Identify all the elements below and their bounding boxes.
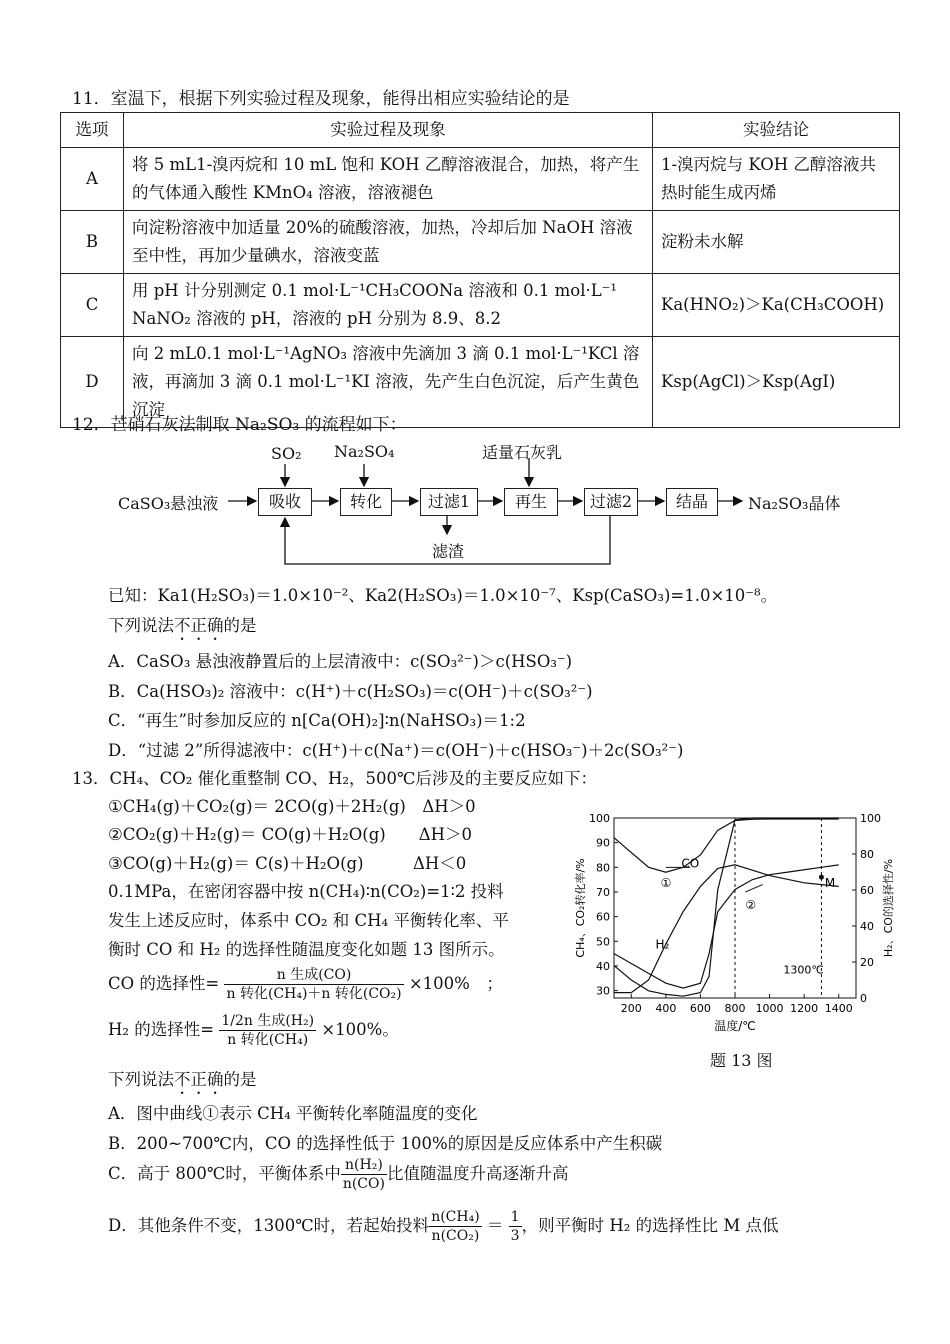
q12-option-a: A．CaSO₃ 悬浊液静置后的上层清液中：c(SO₃²⁻)＞c(HSO₃⁻): [108, 652, 573, 671]
y-left-tick-label: 80: [596, 861, 610, 875]
q12-ask: 下列说法不正确的是: [108, 616, 257, 635]
option-label: B: [61, 211, 124, 274]
arrow-curve2: [745, 885, 762, 892]
y-right-axis-label: H₂、CO的选择性/%: [882, 858, 895, 958]
q12-option-d: D．“过滤 2”所得滤液中：c(H⁺)＋c(Na⁺)＝c(OH⁻)＋c(HSO₃⁻)＋2c(SO₃²⁻): [108, 741, 684, 760]
q12-stem: 12．芒硝石灰法制取 Na₂SO₃ 的流程如下：: [72, 415, 407, 435]
flow-step-convert: 转化: [340, 488, 392, 516]
y-left-tick-label: 70: [596, 885, 610, 899]
label-curve2: ②: [745, 898, 757, 913]
y-left-tick-label: 40: [596, 959, 610, 973]
label-h2: H₂: [655, 937, 670, 952]
q13-ask: 下列说法不正确的是: [108, 1070, 257, 1089]
q12-option-c: C．“再生”时参加反应的 n[Ca(OH)₂]∶n(NaHSO₃)＝1:2: [108, 711, 526, 730]
q12-known: 已知：Ka1(H₂SO₃)＝1.0×10⁻²、Ka2(H₂SO₃)＝1.0×10⁻⁷、Ksp(CaSO₃)=1.0×10⁻⁸。: [108, 586, 778, 605]
x-tick-label: 1200: [790, 1002, 819, 1015]
y-right-tick-label: 100: [860, 812, 881, 825]
point-m: [819, 875, 824, 880]
y-left-tick-label: 60: [596, 910, 610, 924]
x-tick-label: 600: [689, 1002, 711, 1015]
label-m: M: [824, 876, 836, 891]
q13-condition-2: 发生上述反应时，体系中 CO₂ 和 CH₄ 平衡转化率、平: [108, 911, 509, 930]
conclusion-cell: 淀粉未水解: [653, 211, 900, 274]
flow-step-filter1: 过滤1: [420, 488, 478, 516]
x-tick-label: 200: [620, 1002, 642, 1015]
flow-start: CaSO₃悬浊液: [118, 494, 219, 513]
flow-step-filter2: 过滤2: [584, 488, 638, 516]
header-process: 实验过程及现象: [124, 113, 653, 148]
table-row: [61, 211, 900, 274]
x-tick-label: 1000: [755, 1002, 784, 1015]
x-axis-label: 温度/℃: [714, 1019, 756, 1033]
y-left-tick-label: 100: [589, 812, 610, 825]
y-left-tick-label: 50: [596, 935, 610, 949]
q13-option-d: D．其他条件不变，1300℃时，若起始投料 $\frac{\text{n(CH₄)}}{\text{n(CO₂)}}$ ＝ $\frac{1}{3}$ ，则平衡时 H₂ 的选择性比 M 点低: [108, 1209, 779, 1244]
label-curve1: ①: [660, 876, 672, 891]
figure-caption: 题 13 图: [710, 1051, 773, 1070]
label-co: CO: [681, 856, 700, 871]
label-1300: 1300℃: [783, 963, 824, 977]
process-cell: 将 5 mL1-溴丙烷和 10 mL 饱和 KOH 乙醇溶液混合，加热，将产生的气体通入酸性 KMnO₄ 溶液，溶液褪色: [124, 148, 653, 211]
x-tick-label: 1400: [824, 1002, 853, 1015]
option-label: C: [61, 274, 124, 337]
table-row: [61, 148, 900, 211]
flow-step-absorb: 吸收: [258, 488, 312, 516]
process-cell: 向 2 mL0.1 mol·L⁻¹AgNO₃ 溶液中先滴加 3 滴 0.1 mol·L⁻¹KCl 溶液，再滴加 3 滴 0.1 mol·L⁻¹KI 溶液，先产生白色沉淀，后产生黄色沉淀: [124, 337, 653, 428]
q11-stem: 11．室温下，根据下列实验过程及现象，能得出相应实验结论的是: [72, 89, 570, 109]
header-conclusion: 实验结论: [653, 113, 900, 148]
flow-end: Na₂SO₃晶体: [748, 494, 841, 513]
table-header-row: [61, 113, 900, 148]
q13-option-c: C．高于 800℃时，平衡体系中 $\frac{\text{n(H₂)}}{n(CO)}$ 比值随温度升高逐渐升高: [108, 1157, 569, 1192]
series-line-curve1: [614, 819, 839, 872]
process-cell: 向淀粉溶液中加适量 20%的硫酸溶液，加热，冷却后加 NaOH 溶液至中性，再加少量碘水，溶液变蓝: [124, 211, 653, 274]
q13-option-b: B．200~700℃内，CO 的选择性低于 100%的原因是反应体系中产生积碳: [108, 1134, 663, 1153]
flow-input-lime: 适量石灰乳: [482, 443, 563, 462]
q13-condition-1: 0.1MPa，在密闭容器中按 n(CH₄)∶n(CO₂)=1∶2 投料: [108, 882, 504, 901]
x-tick-label: 800: [724, 1002, 746, 1015]
flow-step-regenerate: 再生: [504, 488, 558, 516]
x-tick-label: 400: [655, 1002, 677, 1015]
flow-residue: 滤渣: [432, 542, 465, 561]
co-selectivity-formula: CO 的选择性= $\frac{\text{n 生成(CO)}}{\text{n 转化(CH₄)＋n 转化(CO₂)}}$ ×100% ；: [108, 967, 503, 1002]
reaction-2: ②CO₂(g)＋H₂(g)＝ CO(g)＋H₂O(g) ΔH＞0: [108, 825, 473, 844]
temperature-chart: [570, 800, 910, 1050]
option-label: D: [61, 337, 124, 428]
q13-stem: 13．CH₄、CO₂ 催化重整制 CO、H₂，500℃后涉及的主要反应如下：: [72, 769, 597, 788]
q11-table: [60, 112, 900, 428]
q13-option-a: A．图中曲线①表示 CH₄ 平衡转化率随温度的变化: [108, 1104, 478, 1123]
header-option: 选项: [61, 113, 124, 148]
y-right-tick-label: 20: [860, 956, 874, 969]
reaction-3: ③CO(g)＋H₂(g)＝ C(s)＋H₂O(g) ΔH＜0: [108, 854, 467, 873]
conclusion-cell: Ka(HNO₂)＞Ka(CH₃COOH): [653, 274, 900, 337]
y-right-tick-label: 80: [860, 848, 874, 861]
flow-step-crystallize: 结晶: [666, 488, 718, 516]
flow-input-na2so4: Na₂SO₄: [334, 442, 395, 461]
flow-input-so2: SO₂: [271, 444, 302, 463]
h2-selectivity-formula: H₂ 的选择性= $\frac{\text{1/2n 生成(H₂)}}{\text{n 转化(CH₄)}}$ ×100%。: [108, 1013, 399, 1048]
y-right-tick-label: 60: [860, 884, 874, 897]
q12-option-b: B．Ca(HSO₃)₂ 溶液中：c(H⁺)＋c(H₂SO₃)＝c(OH⁻)＋c(SO₃²⁻): [108, 682, 593, 701]
conclusion-cell: 1-溴丙烷与 KOH 乙醇溶液共热时能生成丙烯: [653, 148, 900, 211]
y-right-tick-label: 40: [860, 920, 874, 933]
process-cell: 用 pH 计分别测定 0.1 mol·L⁻¹CH₃COONa 溶液和 0.1 mol·L⁻¹ NaNO₂ 溶液的 pH，溶液的 pH 分别为 8.9、8.2: [124, 274, 653, 337]
y-right-tick-label: 0: [860, 992, 867, 1005]
y-left-tick-label: 30: [596, 984, 610, 998]
table-row: [61, 274, 900, 337]
y-left-axis-label: CH₄、CO₂转化率/%: [574, 858, 587, 958]
reaction-1: ①CH₄(g)＋CO₂(g)＝ 2CO(g)＋2H₂(g) ΔH＞0: [108, 797, 476, 816]
conclusion-cell: Ksp(AgCl)＞Ksp(AgI): [653, 337, 900, 428]
y-left-tick-label: 90: [596, 836, 610, 850]
option-label: A: [61, 148, 124, 211]
q13-condition-3: 衡时 CO 和 H₂ 的选择性随温度变化如题 13 图所示。: [108, 940, 505, 959]
